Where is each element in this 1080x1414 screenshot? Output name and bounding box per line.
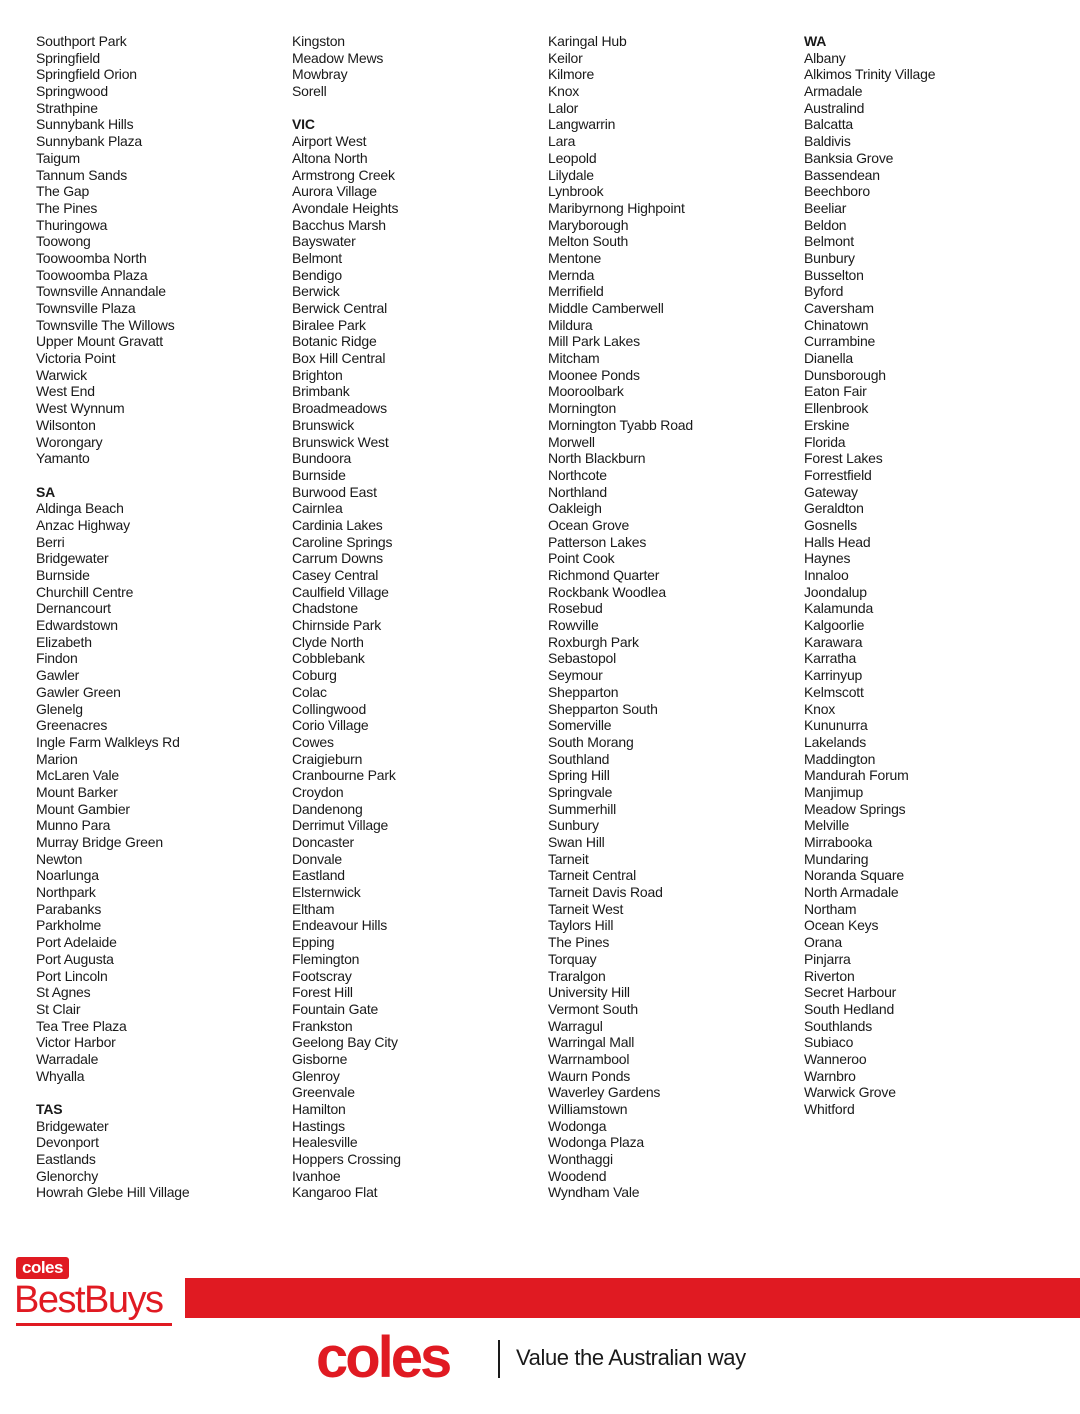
store-name: Eastlands bbox=[36, 1151, 96, 1168]
store-name: Warrnambool bbox=[548, 1050, 630, 1067]
store-name: Rowville bbox=[548, 617, 599, 634]
store-name: Derrimut Village bbox=[292, 817, 389, 834]
bestbuys-text: BestBuys bbox=[14, 1279, 163, 1321]
store-name: Kalgoorlie bbox=[804, 617, 865, 634]
store-name: Manjimup bbox=[804, 783, 864, 800]
store-name: Haynes bbox=[804, 550, 851, 567]
store-name: Glenroy bbox=[292, 1067, 340, 1084]
store-name: Traralgon bbox=[548, 967, 606, 984]
store-name: Springfield bbox=[36, 49, 100, 66]
store-name: Ocean Keys bbox=[804, 917, 879, 934]
store-name: Swan Hill bbox=[548, 834, 605, 850]
store-name: Point Cook bbox=[548, 550, 615, 567]
bestbuys-coles-tag: coles bbox=[16, 1257, 69, 1279]
store-name: Greenacres bbox=[36, 717, 108, 734]
store-name: Lakelands bbox=[804, 733, 867, 750]
store-column-3 bbox=[548, 33, 693, 1201]
store-name: Northam bbox=[804, 900, 857, 917]
store-name: Knox bbox=[548, 83, 580, 100]
store-name: Wanneroo bbox=[804, 1050, 867, 1067]
store-name: Dandenong bbox=[292, 800, 363, 817]
store-name: St Agnes bbox=[36, 984, 91, 1001]
bestbuys-underline bbox=[16, 1323, 172, 1326]
store-name: Kelmscott bbox=[804, 683, 864, 700]
store-name: Lalor bbox=[548, 99, 579, 116]
store-name: Greenvale bbox=[292, 1084, 355, 1101]
store-name: Anzac Highway bbox=[36, 516, 130, 533]
state-heading: SA bbox=[36, 483, 56, 500]
store-name: Australind bbox=[804, 99, 865, 116]
store-name: Somerville bbox=[548, 717, 612, 734]
store-name: Mount Gambier bbox=[36, 800, 130, 817]
store-name: Donvale bbox=[292, 850, 342, 867]
store-name: Whitford bbox=[804, 1101, 855, 1117]
store-name: Rosebud bbox=[548, 600, 603, 617]
store-name: Middle Camberwell bbox=[548, 300, 664, 316]
store-name: Karawara bbox=[804, 633, 863, 650]
store-name: Toowoomba North bbox=[36, 249, 147, 266]
store-name: Box Hill Central bbox=[292, 350, 386, 367]
store-name: Northcote bbox=[548, 466, 607, 483]
store-name: Wonthaggi bbox=[548, 1151, 613, 1168]
store-column-1 bbox=[36, 33, 190, 1201]
store-name: Torquay bbox=[548, 950, 597, 967]
store-name: Elizabeth bbox=[36, 633, 92, 650]
store-name: Burnside bbox=[292, 466, 346, 483]
store-name: Florida bbox=[804, 433, 846, 450]
store-name: Busselton bbox=[804, 266, 864, 283]
store-name: Bundoora bbox=[292, 450, 352, 467]
store-name: Kununurra bbox=[804, 717, 868, 734]
store-name: Moonee Ponds bbox=[548, 366, 640, 383]
store-name: Upper Mount Gravatt bbox=[36, 333, 163, 350]
store-name: Parkholme bbox=[36, 917, 102, 934]
store-name: Frankston bbox=[292, 1017, 353, 1034]
store-name: Coburg bbox=[292, 667, 337, 684]
store-name: Ellenbrook bbox=[804, 400, 869, 417]
store-name: Belmont bbox=[292, 249, 342, 266]
store-name: Albany bbox=[804, 49, 846, 66]
store-name: Patterson Lakes bbox=[548, 533, 647, 550]
store-name: The Gap bbox=[36, 183, 90, 200]
store-name: North Armadale bbox=[804, 884, 899, 901]
store-name: Geraldton bbox=[804, 500, 864, 517]
store-name: Mount Barker bbox=[36, 783, 118, 800]
store-name: Knox bbox=[804, 700, 836, 717]
store-name: Southport Park bbox=[36, 33, 127, 49]
store-name: Richmond Quarter bbox=[548, 567, 660, 583]
store-name: Mentone bbox=[548, 249, 602, 266]
store-name: Forrestfield bbox=[804, 466, 872, 483]
store-name: Shepparton bbox=[548, 683, 619, 700]
store-name: Cranbourne Park bbox=[292, 767, 396, 784]
store-name: North Blackburn bbox=[548, 450, 646, 467]
store-name: Cardinia Lakes bbox=[292, 516, 383, 533]
store-column-4 bbox=[804, 33, 935, 1118]
store-name: Sebastopol bbox=[548, 650, 617, 667]
store-name: Balcatta bbox=[804, 116, 853, 133]
store-name: Clyde North bbox=[292, 633, 364, 650]
store-name: Elsternwick bbox=[292, 884, 361, 901]
store-name: Mooroolbark bbox=[548, 383, 624, 400]
coles-logo: coles bbox=[316, 1325, 450, 1390]
store-name: Gateway bbox=[804, 483, 858, 500]
store-name: Dianella bbox=[804, 350, 853, 367]
store-name: Mowbray bbox=[292, 66, 348, 83]
store-name: Victoria Point bbox=[36, 350, 116, 367]
store-name: Gosnells bbox=[804, 516, 857, 533]
store-name: Flemington bbox=[292, 950, 360, 967]
store-name: Port Adelaide bbox=[36, 934, 117, 951]
store-name: Mill Park Lakes bbox=[548, 333, 640, 350]
store-name: St Clair bbox=[36, 1000, 81, 1017]
store-name: Noranda Square bbox=[804, 867, 904, 884]
store-name: Maribyrnong Highpoint bbox=[548, 199, 685, 216]
store-name: Southlands bbox=[804, 1017, 873, 1034]
store-name: Halls Head bbox=[804, 533, 871, 550]
store-name: Mirrabooka bbox=[804, 834, 873, 850]
store-name: Lynbrook bbox=[548, 183, 604, 200]
store-name: Edwardstown bbox=[36, 617, 118, 634]
store-name: Wilsonton bbox=[36, 416, 96, 433]
state-heading: WA bbox=[804, 33, 827, 49]
store-name: Footscray bbox=[292, 967, 352, 984]
store-name: Taigum bbox=[36, 149, 80, 166]
store-name: Summerhill bbox=[548, 800, 617, 817]
store-name: West End bbox=[36, 383, 95, 400]
red-banner-bar bbox=[185, 1278, 1080, 1318]
store-name: Craigieburn bbox=[292, 750, 363, 767]
store-name: Biralee Park bbox=[292, 316, 366, 333]
store-name: Chinatown bbox=[804, 316, 869, 333]
store-name: Bridgewater bbox=[36, 550, 109, 567]
store-name: Warwick Grove bbox=[804, 1084, 896, 1101]
store-name: Pinjarra bbox=[804, 950, 851, 967]
store-name: Cobblebank bbox=[292, 650, 365, 667]
store-name: Mornington Tyabb Road bbox=[548, 416, 693, 433]
store-name: Parabanks bbox=[36, 900, 102, 917]
store-name: Northpark bbox=[36, 884, 96, 901]
store-name: Chadstone bbox=[292, 600, 358, 617]
store-name: Beldon bbox=[804, 216, 847, 233]
store-name: Sunnybank Hills bbox=[36, 116, 134, 133]
store-name: Marion bbox=[36, 750, 78, 767]
footer bbox=[0, 1250, 1080, 1414]
store-name: Riverton bbox=[804, 967, 855, 984]
state-heading: TAS bbox=[36, 1101, 63, 1117]
store-name: Aldinga Beach bbox=[36, 500, 124, 517]
store-name: Berri bbox=[36, 533, 65, 550]
store-name: Armadale bbox=[804, 83, 863, 100]
store-name: Mornington bbox=[548, 400, 617, 417]
store-name: Banksia Grove bbox=[804, 149, 894, 166]
store-name: Botanic Ridge bbox=[292, 333, 377, 350]
store-name: Cowes bbox=[292, 733, 334, 750]
store-name: Bayswater bbox=[292, 233, 356, 250]
store-name: Croydon bbox=[292, 783, 344, 800]
store-name: Mitcham bbox=[548, 350, 600, 367]
store-name: Springvale bbox=[548, 783, 613, 800]
store-name: Williamstown bbox=[548, 1101, 628, 1117]
store-name: Toowoomba Plaza bbox=[36, 266, 148, 283]
store-name: Dunsborough bbox=[804, 366, 886, 383]
store-name: Berwick bbox=[292, 283, 340, 300]
store-name: Vermont South bbox=[548, 1000, 639, 1017]
store-name: Secret Harbour bbox=[804, 984, 897, 1001]
store-name: Seymour bbox=[548, 667, 603, 684]
store-name: Newton bbox=[36, 850, 83, 867]
store-name: Broadmeadows bbox=[292, 400, 387, 417]
store-name: Alkimos Trinity Village bbox=[804, 66, 936, 83]
store-name: Armstrong Creek bbox=[292, 166, 395, 183]
store-name: Tea Tree Plaza bbox=[36, 1017, 127, 1034]
store-name: Caroline Springs bbox=[292, 533, 393, 550]
store-name: Sorell bbox=[292, 83, 327, 100]
store-name: Worongary bbox=[36, 433, 103, 450]
store-name: Taylors Hill bbox=[548, 917, 614, 934]
section-gap bbox=[36, 1084, 190, 1101]
store-name: Brunswick West bbox=[292, 433, 389, 450]
store-name: Kalamunda bbox=[804, 600, 874, 617]
store-name: Toowong bbox=[36, 233, 91, 250]
store-name: Ocean Grove bbox=[548, 516, 630, 533]
store-name: Colac bbox=[292, 683, 327, 700]
store-name: Karingal Hub bbox=[548, 33, 627, 49]
store-name: Bridgewater bbox=[36, 1117, 109, 1134]
store-name: Eltham bbox=[292, 900, 335, 917]
store-name: Endeavour Hills bbox=[292, 917, 388, 934]
store-name: Townsville Plaza bbox=[36, 300, 136, 316]
store-name: Warnbro bbox=[804, 1067, 856, 1084]
store-name: Casey Central bbox=[292, 567, 379, 583]
store-name: Mernda bbox=[548, 266, 595, 283]
store-name: Bassendean bbox=[804, 166, 880, 183]
store-name: Karratha bbox=[804, 650, 857, 667]
store-name: Gisborne bbox=[292, 1050, 348, 1067]
store-name: Ingle Farm Walkleys Rd bbox=[36, 733, 180, 750]
store-name: Melville bbox=[804, 817, 850, 834]
state-heading: VIC bbox=[292, 116, 315, 133]
store-name: Mildura bbox=[548, 316, 593, 333]
store-name: Langwarrin bbox=[548, 116, 616, 133]
store-name: Oakleigh bbox=[548, 500, 602, 517]
store-name: Subiaco bbox=[804, 1034, 854, 1051]
store-name: Altona North bbox=[292, 149, 368, 166]
store-name: Beeliar bbox=[804, 199, 847, 216]
store-name: Burnside bbox=[36, 567, 90, 583]
store-name: Yamanto bbox=[36, 450, 90, 467]
store-name: Springfield Orion bbox=[36, 66, 137, 83]
store-name: Karrinyup bbox=[804, 667, 863, 684]
store-name: Hamilton bbox=[292, 1101, 346, 1117]
logo-divider bbox=[498, 1340, 500, 1378]
store-name: Dernancourt bbox=[36, 600, 111, 617]
store-name: Orana bbox=[804, 934, 842, 951]
store-name: Collingwood bbox=[292, 700, 367, 717]
section-gap bbox=[36, 467, 190, 484]
store-name: Forest Lakes bbox=[804, 450, 883, 467]
store-name: The Pines bbox=[36, 199, 98, 216]
store-name: Townsville Annandale bbox=[36, 283, 166, 300]
store-name: Glenorchy bbox=[36, 1167, 99, 1184]
store-name: Kilmore bbox=[548, 66, 595, 83]
store-name: Corio Village bbox=[292, 717, 369, 734]
store-name: Sunnybank Plaza bbox=[36, 133, 142, 150]
store-name: Leopold bbox=[548, 149, 597, 166]
store-name: Carrum Downs bbox=[292, 550, 383, 567]
store-name: Port Lincoln bbox=[36, 967, 108, 984]
store-name: Roxburgh Park bbox=[548, 633, 639, 650]
store-name: Tarneit bbox=[548, 850, 589, 867]
store-name: Kingston bbox=[292, 33, 345, 49]
store-name: McLaren Vale bbox=[36, 767, 119, 784]
store-name: South Morang bbox=[548, 733, 634, 750]
store-name: Lara bbox=[548, 133, 576, 150]
store-name: Lilydale bbox=[548, 166, 594, 183]
store-name: Warwick bbox=[36, 366, 87, 383]
store-name: Noarlunga bbox=[36, 867, 99, 884]
store-name: Hoppers Crossing bbox=[292, 1151, 401, 1168]
store-name: Whyalla bbox=[36, 1067, 85, 1084]
store-name: Morwell bbox=[548, 433, 595, 450]
store-name: Munno Para bbox=[36, 817, 111, 834]
store-name: Joondalup bbox=[804, 583, 867, 600]
store-name: Geelong Bay City bbox=[292, 1034, 398, 1051]
store-name: Meadow Mews bbox=[292, 49, 384, 66]
store-name: University Hill bbox=[548, 984, 630, 1001]
store-name: Fountain Gate bbox=[292, 1000, 379, 1017]
store-name: Currambine bbox=[804, 333, 876, 350]
store-name: Mundaring bbox=[804, 850, 869, 867]
store-name: Brimbank bbox=[292, 383, 350, 400]
store-name: Tannum Sands bbox=[36, 166, 127, 183]
store-name: Warradale bbox=[36, 1050, 99, 1067]
store-name: Burwood East bbox=[292, 483, 377, 500]
store-name: Meadow Springs bbox=[804, 800, 906, 817]
store-name: Waurn Ponds bbox=[548, 1067, 631, 1084]
store-name: Erskine bbox=[804, 416, 850, 433]
store-name: Kangaroo Flat bbox=[292, 1184, 378, 1201]
store-name: South Hedland bbox=[804, 1000, 895, 1017]
store-name: Mandurah Forum bbox=[804, 767, 909, 784]
tagline: Value the Australian way bbox=[516, 1345, 746, 1370]
store-name: Northland bbox=[548, 483, 607, 500]
store-name: Victor Harbor bbox=[36, 1034, 116, 1051]
store-name: Maddington bbox=[804, 750, 876, 767]
store-name: Shepparton South bbox=[548, 700, 658, 717]
store-name: Belmont bbox=[804, 233, 854, 250]
store-name: Devonport bbox=[36, 1134, 99, 1151]
store-name: Brunswick bbox=[292, 416, 354, 433]
store-name: Chirnside Park bbox=[292, 617, 382, 634]
store-name: Murray Bridge Green bbox=[36, 834, 163, 850]
store-name: Cairnlea bbox=[292, 500, 343, 517]
store-name: Airport West bbox=[292, 133, 367, 150]
store-name: Strathpine bbox=[36, 99, 98, 116]
store-name: Forest Hill bbox=[292, 984, 353, 1001]
store-name: Berwick Central bbox=[292, 300, 388, 316]
store-name: Innaloo bbox=[804, 567, 849, 583]
store-name: Churchill Centre bbox=[36, 583, 134, 600]
store-name: Wyndham Vale bbox=[548, 1184, 640, 1201]
store-name: Tarneit Central bbox=[548, 867, 637, 884]
store-name: Ivanhoe bbox=[292, 1167, 341, 1184]
store-name: Howrah Glebe Hill Village bbox=[36, 1184, 190, 1201]
store-name: Avondale Heights bbox=[292, 199, 399, 216]
store-name: Spring Hill bbox=[548, 767, 610, 784]
store-name: Townsville The Willows bbox=[36, 316, 175, 333]
store-name: West Wynnum bbox=[36, 400, 125, 417]
store-name: Caulfield Village bbox=[292, 583, 389, 600]
store-name: Bendigo bbox=[292, 266, 342, 283]
store-name: Tarneit Davis Road bbox=[548, 884, 663, 901]
store-name: Healesville bbox=[292, 1134, 358, 1151]
store-name: Keilor bbox=[548, 49, 583, 66]
store-name: Doncaster bbox=[292, 834, 355, 850]
store-name: Springwood bbox=[36, 83, 108, 100]
store-name: Byford bbox=[804, 283, 844, 300]
store-name: Gawler Green bbox=[36, 683, 121, 700]
store-column-2 bbox=[292, 33, 401, 1201]
store-name: Tarneit West bbox=[548, 900, 624, 917]
store-name: Wodonga bbox=[548, 1117, 607, 1134]
store-name: Eaton Fair bbox=[804, 383, 867, 400]
store-name: Glenelg bbox=[36, 700, 83, 717]
store-name: Eastland bbox=[292, 867, 345, 884]
store-name: Beechboro bbox=[804, 183, 870, 200]
store-name: Merrifield bbox=[548, 283, 604, 300]
store-name: Warragul bbox=[548, 1017, 603, 1034]
store-name: Waverley Gardens bbox=[548, 1084, 661, 1101]
store-name: Rockbank Woodlea bbox=[548, 583, 666, 600]
store-name: Hastings bbox=[292, 1117, 345, 1134]
store-name: Bunbury bbox=[804, 249, 855, 266]
section-gap bbox=[292, 100, 401, 117]
store-name: Caversham bbox=[804, 300, 874, 316]
store-name: Sunbury bbox=[548, 817, 599, 834]
store-name: Warringal Mall bbox=[548, 1034, 635, 1051]
store-name: Epping bbox=[292, 934, 335, 951]
store-name: Melton South bbox=[548, 233, 629, 250]
store-name: Findon bbox=[36, 650, 78, 667]
store-name: Port Augusta bbox=[36, 950, 114, 967]
store-name: Aurora Village bbox=[292, 183, 377, 200]
store-name: Wodonga Plaza bbox=[548, 1134, 644, 1151]
store-name: Bacchus Marsh bbox=[292, 216, 386, 233]
store-name: Gawler bbox=[36, 667, 80, 684]
store-name: Southland bbox=[548, 750, 610, 767]
store-name: Baldivis bbox=[804, 133, 851, 150]
store-name: Brighton bbox=[292, 366, 343, 383]
store-name: Thuringowa bbox=[36, 216, 108, 233]
store-name: Woodend bbox=[548, 1167, 607, 1184]
store-name: Maryborough bbox=[548, 216, 629, 233]
store-name: The Pines bbox=[548, 934, 610, 951]
